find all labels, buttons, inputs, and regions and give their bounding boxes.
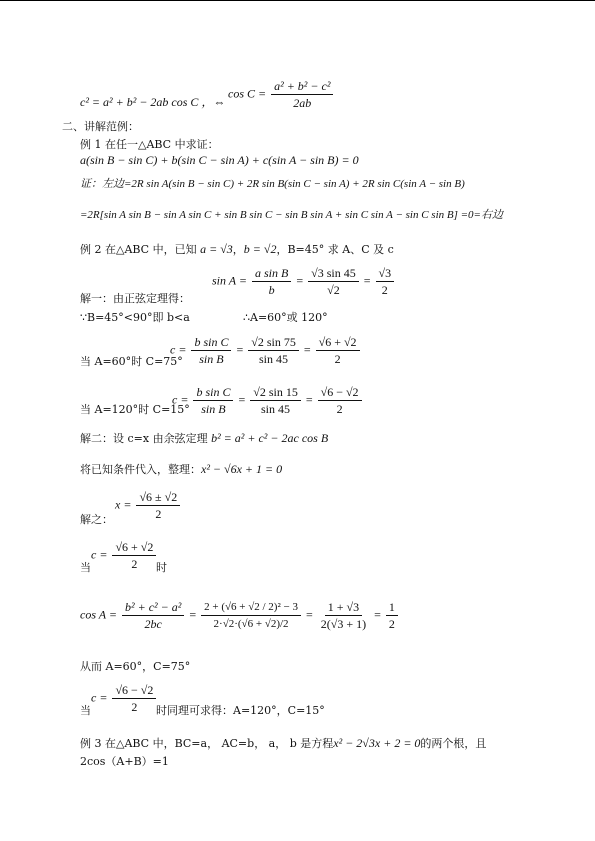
result-line-1: 从而 A=60°，C=75° <box>80 660 191 673</box>
sina-lhs: sin A = <box>212 273 250 288</box>
ex3-tail: 的两个根，且 <box>420 737 487 750</box>
page-top-rule <box>0 0 595 1</box>
angle-b-condition: ∵B=45°<90°即 b<a <box>80 311 190 324</box>
quadratic-equation: x² − √6x + 1 = 0 <box>201 462 283 476</box>
proof-line-1: 证：左边=2R sin A(sin B − sin C) + 2R sin B(sin C − sin A) + 2R sin C(sin A − sin B) <box>80 178 465 190</box>
cosa-f3-den: 2(√3 + 1) <box>320 617 367 631</box>
x-roots <box>115 490 182 521</box>
case-2-label: 当 A=120°时 C=15° <box>80 403 190 416</box>
example-1-title: 例 1 在任一△ABC 中求证： <box>80 138 219 151</box>
c2-f3-den: 2 <box>336 402 343 416</box>
c2-f2-num: √2 sin 15 <box>250 385 301 401</box>
ex2-b: b = √2 <box>243 242 277 256</box>
ex2-suffix: ，B=45° 求 A、C 及 c <box>276 243 394 256</box>
cos-c-den: 2ab <box>293 96 312 110</box>
c1-f1-den: sin B <box>199 352 224 366</box>
sina-f3-num: √3 <box>376 266 395 282</box>
cosa-f4-den: 2 <box>388 617 395 631</box>
example-2-title <box>80 242 394 257</box>
sina-f2-num: √3 sin 45 <box>308 266 359 282</box>
c1-f2-num: √2 sin 75 <box>248 335 299 351</box>
cosa-f4-num: 1 <box>386 600 398 616</box>
ex2-comma: ， <box>232 243 244 256</box>
c-root-2-lhs: c = <box>91 690 111 705</box>
x-num: √6 ± √2 <box>136 490 180 506</box>
law-of-cosines: c² = a² + b² − 2ab cos C ，⇔ <box>80 95 226 109</box>
cosa-f2-den: 2·√2·(√6 + √2)/2 <box>213 618 289 630</box>
ex3-equation: x² − 2√3x + 2 = 0 <box>333 736 421 750</box>
sol2-formula: b² = a² + c² − 2ac cos B <box>211 431 329 445</box>
result-line-2: 时同理可求得：A=120°，C=15° <box>156 704 325 717</box>
angle-a-values: ∴A=60°或 120° <box>243 311 328 324</box>
example-3-condition: 2cos（A+B）=1 <box>80 755 169 768</box>
cosa-f2-num: 2 + (√6 + √2 / 2)² − 3 <box>201 600 301 616</box>
c-root-1-den: 2 <box>131 557 138 571</box>
case-1-label: 当 A=60°时 C=75° <box>80 355 183 368</box>
cosa-f1-num: b² + c² − a² <box>122 600 184 616</box>
sina-f2-den: √2 <box>327 283 340 297</box>
cos-c-formula <box>228 79 335 110</box>
c-root-1-num: √6 + √2 <box>112 540 156 556</box>
c1-f3-num: √6 + √2 <box>316 335 360 351</box>
example-3-line <box>80 736 486 751</box>
example-1-statement: a(sin B − sin C) + b(sin C − sin A) + c(sin A − sin B) = 0 <box>80 153 359 167</box>
cos-a-calculation: cos A = $\frac{\text{b² + c² − a²}}{2bc}$ = $\frac{\text{2 + (√6 + √2 / 2)² − 3}}{2\cdot√2\cdot(√6 + √2)/2}$ = $\frac{1 + √3}{2(√3 + 1)}$ = $\frac{1}{2}$ <box>80 600 400 631</box>
when-label-2: 当 <box>80 704 91 717</box>
when-label-1: 当 <box>80 561 91 574</box>
c1-lhs: c = <box>170 342 190 357</box>
ex3-text: 例 3 在△ABC 中，BC=a， AC=b， a， b 是方程 <box>80 737 334 750</box>
c-value-case-1: c = $\frac{\text{b sin C}}{\text{sin B}}$ = $\frac{√2 \sin 75}{\sin 45}$ = $\frac{√6 + √2}{2}$ <box>170 335 362 366</box>
cos-c-num: a² + b² − c² <box>271 79 333 95</box>
substitute-line <box>80 462 282 477</box>
cosa-f3-num: 1 + √3 <box>325 600 362 616</box>
solve-label: 解之： <box>80 513 113 526</box>
c1-f1-num: b sin C <box>191 335 231 351</box>
time-label-1: 时 <box>156 561 167 574</box>
ex2-prefix: 例 2 在△ABC 中，已知 <box>80 243 201 256</box>
c2-f1-num: b sin C <box>193 385 233 401</box>
c2-f1-den: sin B <box>201 402 226 416</box>
solution-1-label: 解一：由正弦定理得： <box>80 292 190 305</box>
c-value-case-2: c = $\frac{\text{b sin C}}{\text{sin B}}$ = $\frac{√2 \sin 15}{\sin 45}$ = $\frac{√6 - √2}{2}$ <box>172 385 364 416</box>
x-lhs: x = <box>115 497 135 512</box>
sina-f3-den: 2 <box>381 283 388 297</box>
c-root-1 <box>91 540 158 571</box>
c-root-1-lhs: c = <box>91 547 111 562</box>
sina-f1-den: b <box>268 283 275 297</box>
c1-f2-den: sin 45 <box>259 352 289 366</box>
ex2-a: a = √3 <box>200 242 233 256</box>
sine-rule-equation: sin A = $\frac{\text{a sin B}}{b}$ = $\frac{√3 \sin 45}{√2}$ = $\frac{√3}{2}$ <box>212 266 396 297</box>
section-heading: 二、讲解范例： <box>62 120 139 133</box>
c2-f2-den: sin 45 <box>261 402 291 416</box>
c-root-2 <box>91 683 158 714</box>
substitute-text: 将已知条件代入，整理： <box>80 463 201 476</box>
c1-f3-den: 2 <box>334 352 341 366</box>
cosa-f1-den: 2bc <box>144 617 162 631</box>
cosa-lhs: cos A = <box>80 607 120 622</box>
cos-c-lhs: cos C = <box>228 86 270 101</box>
sol2-text: 解二：设 c=x 由余弦定理 <box>80 432 212 445</box>
c2-lhs: c = <box>172 392 192 407</box>
c-root-2-den: 2 <box>131 700 138 714</box>
x-den: 2 <box>155 507 162 521</box>
sina-f1-num: a sin B <box>252 266 291 282</box>
c2-f3-num: √6 − √2 <box>318 385 362 401</box>
c-root-2-num: √6 − √2 <box>112 683 156 699</box>
proof-line-2: =2R[sin A sin B − sin A sin C + sin B sin C − sin B sin A + sin C sin A − sin C sin B] =0=右边 <box>80 209 503 221</box>
solution-2-line <box>80 431 328 446</box>
